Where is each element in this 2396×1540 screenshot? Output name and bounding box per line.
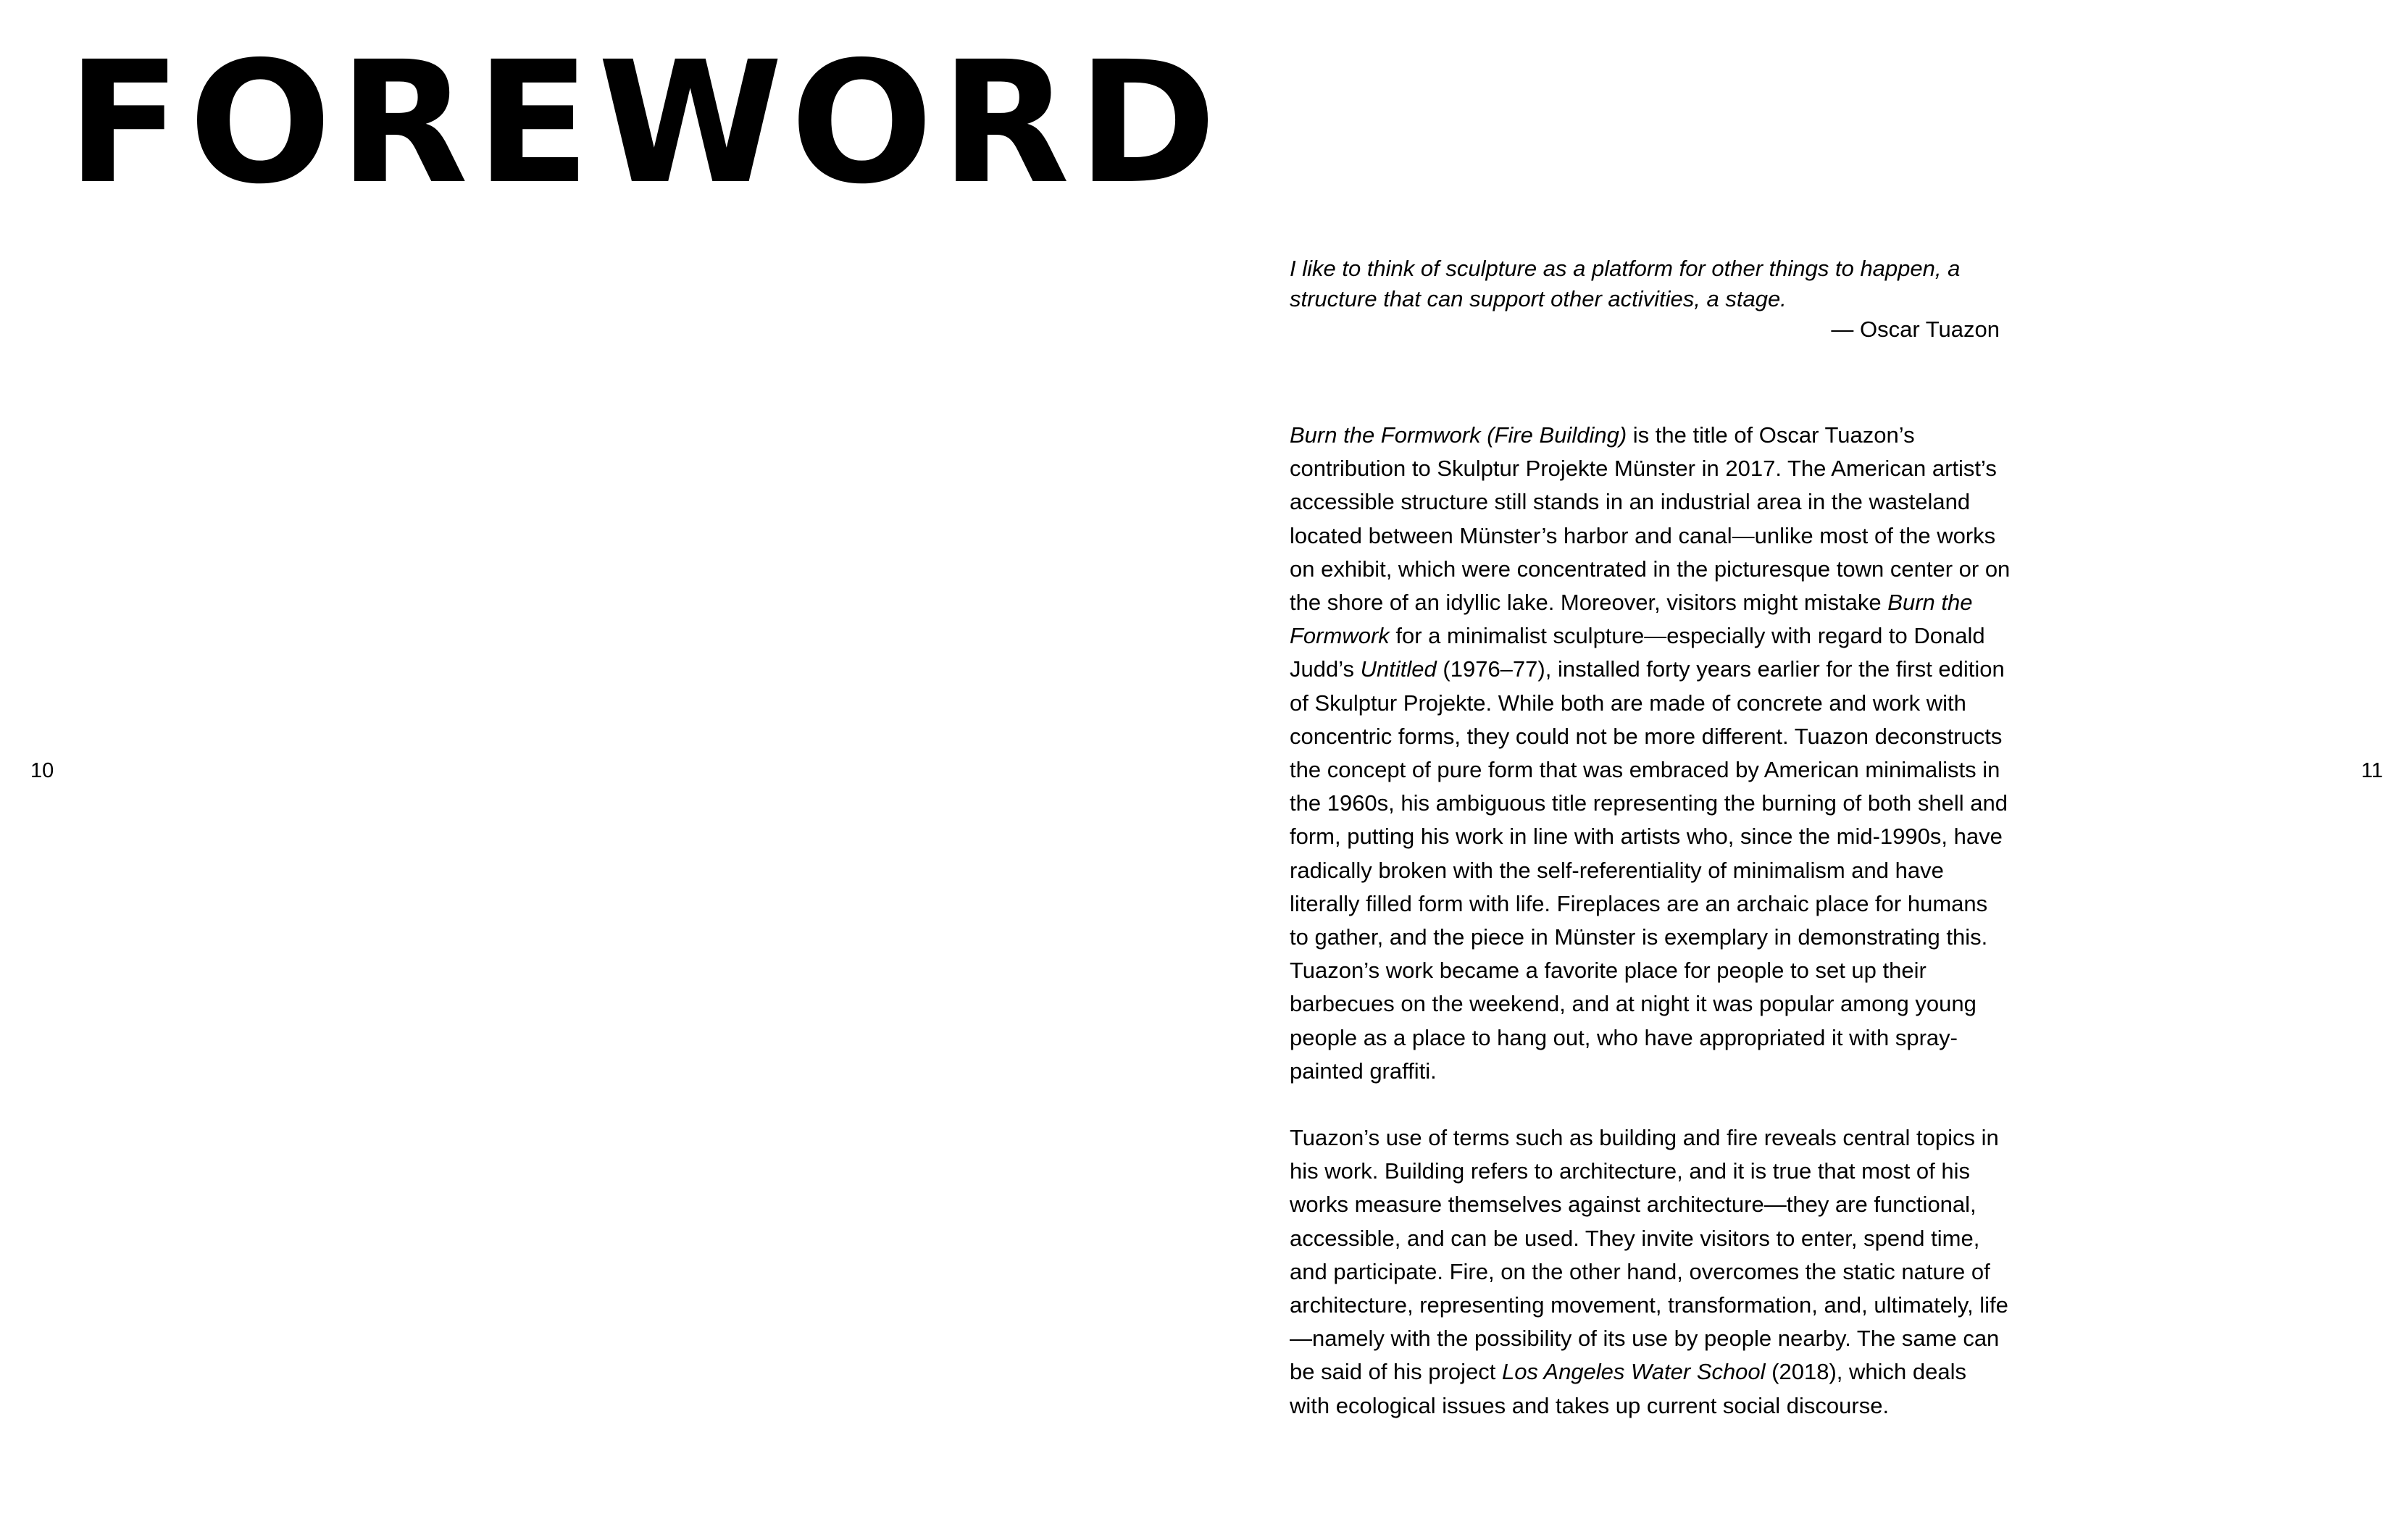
epigraph <box>1290 254 2014 345</box>
body-text-run: (1976–77), installed forty years earlier for the first edition of Skulptur Projekte. While both are made of concrete and work with concentric forms, they could not be more different. Tuazon deconstructs the concept of pure form that was embraced by American minimalists in the 1960s, his ambiguous title representing the burning of both shell and form, putting his work in line with artists who, since the mid-1990s, have radically broken with the self-referentiality of minimalism and have literally filled form with life. Fireplaces are an archaic place for humans to gather, and the piece in Münster is exemplary in demonstrating this. Tuazon’s work became a favorite place for people to set up their barbecues on the weekend, and at night it was popular among young people as a place to hang out, who have appropriated it with spray-painted graffiti. <box>1290 656 2008 1084</box>
artwork-title: Untitled <box>1360 656 1437 682</box>
artwork-title: Burn the Formwork (Fire Building) <box>1290 422 1627 448</box>
page-number-right: 11 <box>2360 759 2383 782</box>
epigraph-attribution: — Oscar Tuazon <box>1831 317 2000 342</box>
artwork-title: Burn the Formwork <box>1290 590 1973 649</box>
body-text-run: is the title of Oscar Tuazon’s contribution to Skulptur Projekte Münster in 2017. The American artist’s accessible structure still stands in an industrial area in the wasteland located between Münster’s harbor and canal—unlike most of the works on exhibit, which were concentrated in the picturesque town center or on the shore of an idyllic lake. Moreover, visitors might mistake <box>1290 422 2011 616</box>
page-title: FOREWORD <box>67 25 1224 221</box>
body-paragraph-1 <box>1290 419 2011 1088</box>
page-number-left: 10 <box>30 759 54 782</box>
epigraph-quote: I like to think of sculpture as a platform for other things to happen, a structure that can support other activities, a stage. <box>1290 256 1961 311</box>
artwork-title: Los Angeles Water School <box>1501 1359 1766 1385</box>
body-text-run: for a minimalist sculpture—especially with regard to Donald Judd’s <box>1290 623 1985 682</box>
body-text <box>1290 419 2011 1456</box>
body-text-run: Tuazon’s use of terms such as building and fire reveals central topics in his work. Building refers to architecture, and it is true that most of his works measure themselves against architecture—they are functional, accessible, and can be used. They invite visitors to enter, spend time, and participate. Fire, on the other hand, overcomes the static nature of architecture, representing movement, transformation, and, ultimately, life—namely with the possibility of its use by people nearby. The same can be said of his project <box>1290 1125 2008 1385</box>
body-text-run: (2018), which deals with ecological issues and takes up current social discourse. <box>1290 1359 1966 1418</box>
body-paragraph-2 <box>1290 1121 2011 1423</box>
